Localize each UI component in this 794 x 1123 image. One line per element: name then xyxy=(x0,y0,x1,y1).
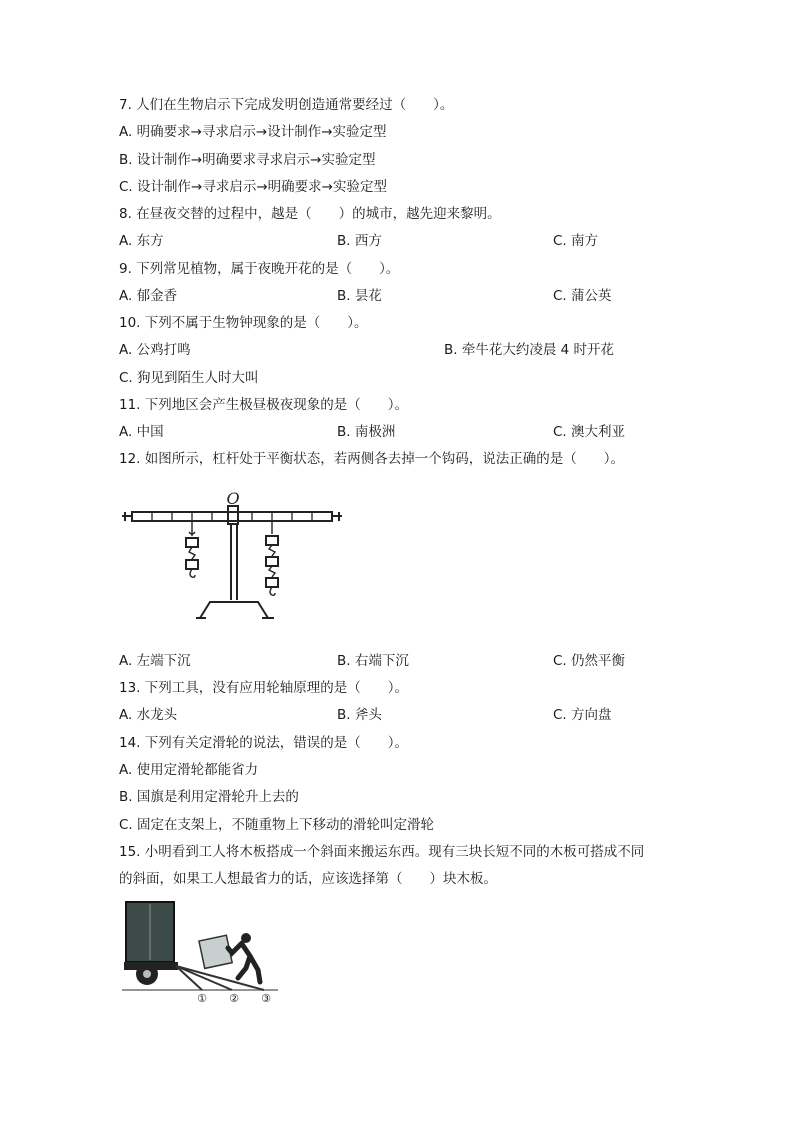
lever-beam xyxy=(132,512,332,521)
ramp-label-1: ① xyxy=(197,992,207,1005)
question-10-option-a[interactable]: A. 公鸡打鸣 xyxy=(119,342,191,358)
question-14-option-a[interactable]: A. 使用定滑轮都能省力 xyxy=(119,762,259,778)
question-15-stem-line-1: 15. 小明看到工人将木板搭成一个斜面来搬运东西。现有三块长短不同的木板可搭成不同 xyxy=(119,844,645,860)
question-11-option-b[interactable]: B. 南极洲 xyxy=(337,424,396,440)
question-10-option-c[interactable]: C. 狗见到陌生人时大叫 xyxy=(119,370,259,386)
question-7-option-b[interactable]: B. 设计制作→明确要求寻求启示→实验定型 xyxy=(119,152,376,168)
question-12-option-a[interactable]: A. 左端下沉 xyxy=(119,653,191,669)
ramp-label-3: ③ xyxy=(261,992,271,1005)
question-10-stem: 10. 下列不属于生物钟现象的是（ ）。 xyxy=(119,315,368,331)
question-12-stem: 12. 如图所示，杠杆处于平衡状态，若两侧各去掉一个钩码，说法正确的是（ ）。 xyxy=(119,451,625,467)
question-8-option-a[interactable]: A. 东方 xyxy=(119,233,164,249)
question-12-option-b[interactable]: B. 右端下沉 xyxy=(337,653,409,669)
question-10-option-b[interactable]: B. 牵牛花大约凌晨 4 时开花 xyxy=(444,342,615,358)
ramp-figure xyxy=(122,898,282,1006)
question-14-option-c[interactable]: C. 固定在支架上，不随重物上下移动的滑轮叫定滑轮 xyxy=(119,817,435,833)
question-15-stem-line-2: 的斜面，如果工人想最省力的话，应该选择第（ ）块木板。 xyxy=(119,871,497,887)
lever-figure xyxy=(118,488,348,628)
question-9-option-a[interactable]: A. 郁金香 xyxy=(119,288,178,304)
question-13-option-c[interactable]: C. 方向盘 xyxy=(553,707,612,723)
question-9-option-b[interactable]: B. 昙花 xyxy=(337,288,382,304)
question-13-option-b[interactable]: B. 斧头 xyxy=(337,707,382,723)
question-11-stem: 11. 下列地区会产生极昼极夜现象的是（ ）。 xyxy=(119,397,409,413)
question-14-option-b[interactable]: B. 国旗是利用定滑轮升上去的 xyxy=(119,789,299,805)
question-7-option-a[interactable]: A. 明确要求→寻求启示→设计制作→实验定型 xyxy=(119,124,387,140)
question-11-option-a[interactable]: A. 中国 xyxy=(119,424,164,440)
question-8-option-c[interactable]: C. 南方 xyxy=(553,233,599,249)
question-7-stem: 7. 人们在生物启示下完成发明创造通常要经过（ ）。 xyxy=(119,97,454,113)
lever-pivot-label: O xyxy=(226,489,240,508)
cargo-box xyxy=(199,935,232,968)
question-14-stem: 14. 下列有关定滑轮的说法，错误的是（ ）。 xyxy=(119,735,409,751)
question-13-option-a[interactable]: A. 水龙头 xyxy=(119,707,178,723)
question-8-stem: 8. 在昼夜交替的过程中，越是（ ）的城市，越先迎来黎明。 xyxy=(119,206,501,222)
question-7-option-c[interactable]: C. 设计制作→寻求启示→明确要求→实验定型 xyxy=(119,179,387,195)
ramp-label-2: ② xyxy=(229,992,239,1005)
question-11-option-c[interactable]: C. 澳大利亚 xyxy=(553,424,626,440)
question-9-option-c[interactable]: C. 蒲公英 xyxy=(553,288,612,304)
question-9-stem: 9. 下列常见植物，属于夜晚开花的是（ ）。 xyxy=(119,261,400,277)
question-12-option-c[interactable]: C. 仍然平衡 xyxy=(553,653,626,669)
question-8-option-b[interactable]: B. 西方 xyxy=(337,233,382,249)
question-13-stem: 13. 下列工具，没有应用轮轴原理的是（ ）。 xyxy=(119,680,409,696)
